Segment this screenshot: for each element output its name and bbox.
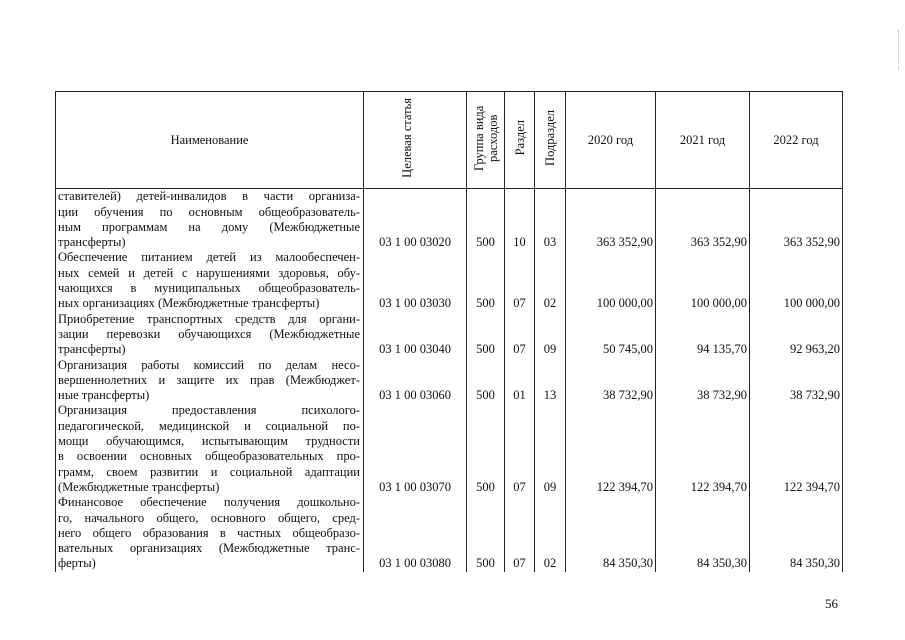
row-name — [56, 312, 364, 358]
row-section: 07 — [505, 250, 535, 311]
row-name-line: Финансовое обеспечение получения дошкольно- — [58, 495, 360, 510]
row-name-line: ным программам на дому (Межбюджетные — [58, 219, 360, 234]
row-expense-group: 500 — [467, 495, 505, 571]
row-name — [56, 189, 364, 251]
row-name-line: Организация работы комиссий по делам несо- — [58, 357, 360, 372]
row-name-line: зации перевозки обучающихся (Межбюджетные — [58, 326, 360, 341]
row-name-line: трансферты) — [58, 235, 126, 250]
row-name-line: Организация предоставления психолого- — [58, 403, 360, 418]
row-value-2020: 50 745,00 — [566, 312, 656, 358]
row-value-2022: 38 732,90 — [750, 358, 843, 404]
header-2020: 2020 год — [566, 92, 656, 189]
row-subsection: 02 — [535, 495, 566, 571]
row-subsection: 02 — [535, 250, 566, 311]
row-expense-group: 500 — [467, 312, 505, 358]
row-value-2020: 38 732,90 — [566, 358, 656, 404]
row-name-line: мощи обучающимся, испытывающим трудности — [58, 434, 360, 449]
row-target-code: 03 1 00 03040 — [364, 312, 467, 358]
table-row — [56, 189, 843, 251]
row-subsection: 13 — [535, 358, 566, 404]
row-value-2021: 122 394,70 — [656, 403, 750, 495]
row-name-line: ных организациях (Межбюджетные трансферты) — [58, 296, 320, 311]
row-value-2022: 84 350,30 — [750, 495, 843, 571]
row-expense-group: 500 — [467, 250, 505, 311]
row-name-line: Обеспечение питанием детей из малообеспечен- — [58, 250, 360, 265]
table-header-row — [56, 92, 843, 189]
row-name-line: трансферты) — [58, 342, 126, 357]
row-name-line: вершеннолетних и защите их прав (Межбюджет- — [58, 372, 360, 387]
row-name-line: педагогической, медицинской и социальной по- — [58, 418, 360, 433]
row-target-code: 03 1 00 03070 — [364, 403, 467, 495]
row-expense-group: 500 — [467, 358, 505, 404]
row-name-line: ные трансферты) — [58, 388, 150, 403]
row-name-line: ных семей и детей с нарушениями здоровья, обу- — [58, 265, 360, 280]
header-section: Раздел — [505, 92, 535, 189]
budget-table — [55, 91, 843, 572]
row-section: 07 — [505, 312, 535, 358]
row-target-code: 03 1 00 03080 — [364, 495, 467, 571]
row-name-line: вательных организациях (Межбюджетные транс- — [58, 541, 360, 556]
table-row — [56, 312, 843, 358]
row-expense-group: 500 — [467, 403, 505, 495]
row-name — [56, 495, 364, 571]
header-2021: 2021 год — [656, 92, 750, 189]
row-value-2020: 363 352,90 — [566, 189, 656, 251]
row-value-2020: 122 394,70 — [566, 403, 656, 495]
row-value-2020: 84 350,30 — [566, 495, 656, 571]
table-row — [56, 403, 843, 495]
row-value-2021: 94 135,70 — [656, 312, 750, 358]
row-target-code: 03 1 00 03030 — [364, 250, 467, 311]
header-subsection: Подраздел — [535, 92, 566, 189]
header-2022: 2022 год — [750, 92, 843, 189]
row-value-2022: 363 352,90 — [750, 189, 843, 251]
header-target: Целевая статья — [364, 92, 467, 189]
page-number: 56 — [825, 596, 838, 611]
row-section: 10 — [505, 189, 535, 251]
row-value-2021: 100 000,00 — [656, 250, 750, 311]
row-name-line: Приобретение транспортных средств для органи- — [58, 311, 360, 326]
row-value-2022: 100 000,00 — [750, 250, 843, 311]
row-name-line: ции обучения по основным общеобразователь- — [58, 204, 360, 219]
row-target-code: 03 1 00 03060 — [364, 358, 467, 404]
row-name-line: него общего образования в частных общеобразо- — [58, 525, 360, 540]
row-name-line: ферты) — [58, 556, 96, 571]
table-row — [56, 495, 843, 571]
row-name-line: ставителей) детей-инвалидов в части организа- — [58, 189, 360, 204]
row-target-code: 03 1 00 03020 — [364, 189, 467, 251]
table-body — [56, 189, 843, 572]
row-name — [56, 358, 364, 404]
table-row — [56, 358, 843, 404]
row-section: 07 — [505, 403, 535, 495]
row-subsection: 09 — [535, 403, 566, 495]
row-subsection: 03 — [535, 189, 566, 251]
row-section: 01 — [505, 358, 535, 404]
table-row — [56, 250, 843, 311]
row-name — [56, 250, 364, 311]
row-value-2022: 92 963,20 — [750, 312, 843, 358]
row-name-line: го, начального общего, основного общего, сред- — [58, 510, 360, 525]
row-name — [56, 403, 364, 495]
row-name-line: в освоении основных общеобразовательных про- — [58, 449, 360, 464]
row-value-2020: 100 000,00 — [566, 250, 656, 311]
header-name: Наименование — [56, 92, 364, 189]
row-subsection: 09 — [535, 312, 566, 358]
row-value-2021: 363 352,90 — [656, 189, 750, 251]
row-name-line: грамм, своем развитии и социальной адаптации — [58, 464, 360, 479]
row-expense-group: 500 — [467, 189, 505, 251]
row-name-line: чающихся в муниципальных общеобразователь- — [58, 281, 360, 296]
row-name-line: (Межбюджетные трансферты) — [58, 479, 220, 494]
header-expense-group: Группа вида расходов — [467, 92, 505, 189]
scan-edge-mark — [898, 30, 900, 70]
row-section: 07 — [505, 495, 535, 571]
row-value-2021: 84 350,30 — [656, 495, 750, 571]
row-value-2021: 38 732,90 — [656, 358, 750, 404]
row-value-2022: 122 394,70 — [750, 403, 843, 495]
